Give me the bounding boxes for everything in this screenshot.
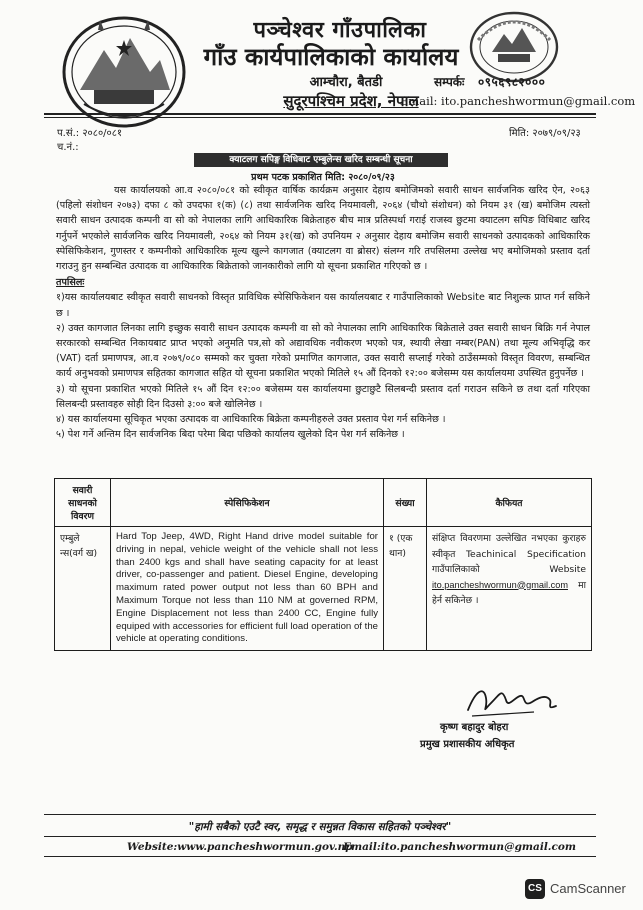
header-quantity: संख्या: [384, 479, 427, 527]
first-publication-date: प्रथम पटक प्रकाशित मिति: २०८०/०९/२३: [251, 172, 395, 183]
letter-date: मिति: २०७९/०९/२३: [509, 128, 581, 139]
specification-table: [54, 478, 592, 651]
notice-body: [56, 183, 590, 442]
footer-tagline: "हामी सबैको एउटै स्वर, समृद्ध र समुन्नत विकास सहितको पञ्चेश्वर": [188, 821, 452, 833]
header-vehicle: सवारी साधनको विवरण: [55, 479, 111, 527]
condition-item: ३) यो सूचना प्रकाशित भएको मितिले १५ औं दिन १२:०० बजेसम्म यस कार्यालयमा छुटाछुटै सिलबन्दी प्रस्ताव दर्ता गराउन सकिने छ तथा दर्ता गरिएका सिलबन्दी प्रस्तावहरु सोही दिन दिउसो ३:०० बजे खोलिनेछ ।: [56, 383, 590, 410]
contact-number: ०९५६९८२०००: [478, 75, 546, 89]
notice-intro: यस कार्यालयको आ.व २०८०/०८१ को स्वीकृत वार्षिक कार्यक्रम अनुसार देहाय बमोजिमको सवारी साधन सार्वजनिक खरिद ऐन, २०६३ (पहिलो संशोधन २०७३) दफा ८ को उपदफा १(क) (८) तथा सार्वजनिक खरिद नियमावली, २०६४ (चौथो संशोधन) को नियम ३१ (ख) बमोजिम त्यस्तो सवारी साधन उत्पादक कम्पनी वा सो को नेपालका लागि आधिकारिक बिक्रेताहरु बीच मात्र प्रतिस्पर्धा गराई राजस्व छुटमा क्याटलग सपिङ विधिबाट खरिद गर्नुपर्ने भएकोले सार्वजनिक खरिद नियमावली, २०६४ को नियम ३१(ख) को उपनियम २ अनुसार देहाय बमोजिम सवारी साधनको उत्पादकको आधिकारिक स्पेसिफिकेशन, गुणस्तर र कम्पनीको आधिकारिक मूल्य खुल्ने कागजात (क्याटलग वा ब्रोसर) संलग्न गरि तपसिलमा उल्लेख भए बमोजिमको प्रस्ताव दर्ता गराउनु हुन सम्बन्धित उत्पादक वा आधिकारिक बिक्रेताको जानकारीको लागि यो सूचना प्रकाशित गरिएको छ ।: [56, 185, 590, 273]
remarks-cell: [427, 527, 592, 651]
footer-divider-top: [44, 814, 596, 815]
province-name: सुदूरपश्चिम प्रदेश, नेपाल: [283, 92, 419, 110]
fiscal-year-ref: प.सं.: २०८०/०८१: [57, 128, 123, 139]
office-address: आम्चौरा, बैतडी: [309, 75, 383, 90]
header-specification: स्पेसिफिकेशन: [111, 479, 384, 527]
notice-title: क्याटलग सपिङ्ग विधिबाट एम्बुलेन्स खरिद सम्बन्धी सूचना: [194, 153, 448, 167]
specification-cell: Hard Top Jeep, 4WD, Right Hand drive model suitable for driving in nepal, vehicle weight of the vehicle shall not less than 2400 kgs and shall have seating capacity for at least driver, co-passenger and patient. Diesel Engine, developing maximum rated power output not less than 60 BPH and Maximum Torque not less than 110 NM at governed RPM, Engine Displacement not less than 2400 CC, Engine fully equiped with accessories for efficient full load operation of the vehicle at operating conditions.: [111, 527, 384, 651]
signatory-name: कृष्ण बहादुर बोहरा: [440, 722, 509, 733]
footer-divider-bottom: [44, 856, 596, 857]
conditions-heading: तपसिलः: [56, 277, 85, 289]
municipality-name: पञ्चेश्वर गाँउपालिका: [253, 18, 427, 43]
footer-email[interactable]: Email:ito.pancheshwormun@gmail.com: [343, 841, 576, 853]
handwritten-signature-icon: [462, 680, 562, 722]
contact-label: सम्पर्कः: [434, 75, 465, 89]
footer-website[interactable]: Website:www.pancheshwormun.gov.np: [127, 841, 353, 853]
remarks-email-link[interactable]: ito.pancheshwormun@gmail.com: [432, 579, 568, 590]
signatory-title: प्रमुख प्रशासकीय अधिकृत: [420, 739, 515, 750]
remarks-text: संक्षिप्त विवरणमा उल्लेखित नभएका कुराहरु स्वीकृत Teachinical Specification गाउँपालिकाको Website: [432, 533, 586, 575]
condition-item: ५) पेश गर्ने अन्तिम दिन सार्वजनिक बिदा परेमा बिदा पछिको कार्यालय खुलेको दिन पेश गर्न सकिनेछ ।: [56, 429, 405, 441]
quantity-cell: १ (एक थान): [384, 527, 427, 651]
nepal-emblem-icon: [60, 10, 188, 128]
condition-item: ४) यस कार्यालयमा सूचिकृत भएका उत्पादक वा आधिकारिक बिक्रेता कम्पनीहरुले उक्त प्रस्ताव पेश गर्न सकिनेछ ।: [56, 414, 446, 426]
condition-item: २) उक्त कागजात लिनका लागि इच्छुक सवारी साधन उत्पादक कम्पनी वा सो को नेपालका लागि आधिकारिक बिक्रेताले उक्त सवारी साधन बिक्रि गर्न नेपाल सरकारको सम्बन्धित निकायबाट प्राप्त भएको अनुमति पत्र,सो को अद्यावधिक नवीकरण भएको पत्र, स्थायी लेखा नम्बर(PAN) तथा मूल्य अभिवृद्धि कर (VAT) दर्ता प्रमाणपत्र, आ.व २०७९/०८० सम्मको कर चुक्ता गरेको प्रमाणित कागजात, उक्त सवारी सप्लाई गरेको ठाउँसम्मको विस्तृत विवरण, सम्बन्धित कार्य अनुभवको प्रमाणपत्र सहितका कागजात सहित यो सूचना प्रकाशित भएको मितिले १५ औं दिनको १२:०० बजेसम्म यस कार्यालयमा उपस्थित हुनुपर्नेछ ।: [56, 322, 590, 380]
remarks-tail: मा हेर्न सकिनेछ ।: [432, 579, 586, 606]
header-divider-thin: [44, 117, 596, 118]
footer-divider-mid: [44, 836, 596, 837]
header-divider: [44, 113, 596, 115]
dispatch-number: च.नं.:: [57, 142, 79, 153]
vehicle-cell: एम्बुले न्स(वर्ग ख): [55, 527, 111, 651]
table-header-row: [55, 479, 592, 527]
header-remarks: कैफियत: [427, 479, 592, 527]
table-row: [55, 527, 592, 651]
condition-item: १)यस कार्यालयबाट स्वीकृत सवारी साधनको विस्तृत प्राविधिक स्पेसिफिकेशन यस कार्यालयबाट र गाउँपालिकाको Website बाट निशुल्क प्राप्त गर्न सकिने छ ।: [56, 292, 590, 319]
camscanner-logo-icon: CS: [525, 879, 545, 899]
office-name: गाँउ कार्यपालिकाको कार्यालय: [203, 43, 459, 71]
camscanner-label: CamScanner: [550, 881, 626, 896]
letterhead-email: Email: ito.pancheshwormun@gmail.com: [400, 94, 636, 108]
